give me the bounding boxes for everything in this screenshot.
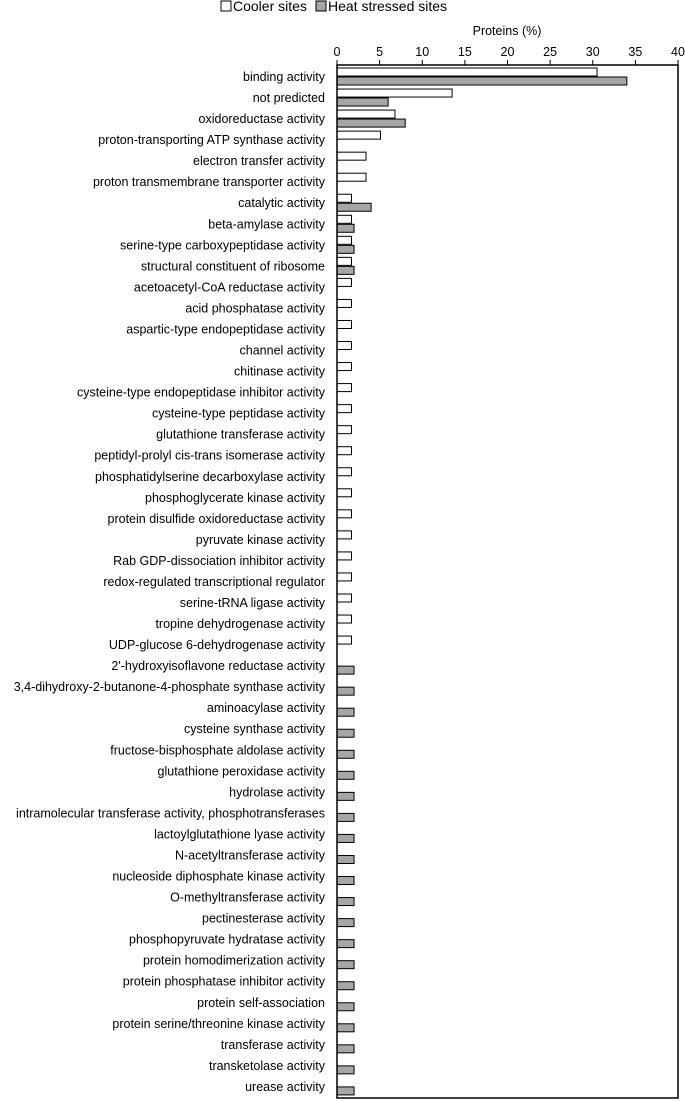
category-label: structural constituent of ribosome	[140, 259, 325, 274]
bar-heat-stressed-sites	[337, 834, 354, 842]
legend-swatch-heat-stressed-sites	[316, 1, 326, 11]
category-label: protein self-association	[197, 995, 325, 1010]
category-label: proton transmembrane transporter activity	[92, 175, 325, 190]
x-tick-label: 25	[543, 45, 558, 59]
category-label: phosphatidylserine decarboxylase activity	[95, 469, 325, 484]
category-labels	[14, 70, 326, 1094]
bar-heat-stressed-sites	[337, 708, 354, 716]
category-label: pyruvate kinase activity	[195, 532, 325, 547]
category-label: aminoacylase activity	[206, 701, 325, 716]
bar-cooler-sites	[337, 194, 351, 202]
x-tick-label: 30	[585, 45, 600, 59]
bar-cooler-sites	[337, 489, 351, 497]
x-axis-ticks	[334, 45, 685, 65]
bar-cooler-sites	[337, 215, 351, 223]
category-label: phosphoglycerate kinase activity	[145, 490, 325, 505]
legend	[221, 0, 447, 14]
category-label: aspartic-type endopeptidase activity	[126, 322, 325, 337]
bar-cooler-sites	[337, 426, 351, 434]
bar-heat-stressed-sites	[337, 224, 354, 232]
bar-cooler-sites	[337, 68, 597, 76]
category-label: not predicted	[252, 91, 325, 106]
category-label: 2'-hydroxyisoflavone reductase activity	[111, 659, 325, 674]
category-label: protein serine/threonine kinase activity	[112, 1016, 325, 1031]
bar-heat-stressed-sites	[337, 855, 354, 863]
bar-heat-stressed-sites	[337, 1003, 354, 1011]
x-tick-label: 0	[333, 45, 341, 59]
category-label: oxidoreductase activity	[198, 112, 325, 127]
bar-cooler-sites	[337, 552, 351, 560]
bar-heat-stressed-sites	[337, 919, 354, 927]
category-label: peptidyl-prolyl cis-trans isomerase activity	[94, 448, 325, 463]
bar-heat-stressed-sites	[337, 940, 354, 948]
bar-cooler-sites	[337, 531, 351, 539]
category-label: serine-type carboxypeptidase activity	[120, 238, 325, 253]
bar-heat-stressed-sites	[337, 687, 354, 695]
category-label: redox-regulated transcriptional regulator	[103, 574, 325, 589]
bar-cooler-sites	[337, 278, 351, 286]
category-label: protein phosphatase inhibitor activity	[122, 974, 325, 989]
category-label: cysteine-type peptidase activity	[151, 406, 325, 421]
category-label: urease activity	[245, 1079, 325, 1094]
category-label: lactoylglutathione lyase activity	[154, 827, 325, 842]
bar-cooler-sites	[337, 363, 351, 371]
legend-swatch-cooler-sites	[221, 1, 231, 11]
bar-cooler-sites	[337, 468, 351, 476]
category-label: UDP-glucose 6-dehydrogenase activity	[108, 638, 325, 653]
x-axis-title: Proteins (%)	[472, 24, 542, 38]
category-label: proton-transporting ATP synthase activity	[98, 133, 325, 148]
bar-heat-stressed-sites	[337, 961, 354, 969]
category-label: channel activity	[239, 343, 325, 358]
bar-heat-stressed-sites	[337, 245, 354, 253]
bar-cooler-sites	[337, 236, 351, 244]
category-label: serine-tRNA ligase activity	[179, 596, 325, 610]
bar-cooler-sites	[337, 89, 452, 97]
bar-heat-stressed-sites	[337, 750, 354, 758]
x-tick-label: 15	[457, 45, 472, 59]
category-label: protein homodimerization activity	[142, 953, 325, 968]
bar-heat-stressed-sites	[337, 813, 354, 821]
bar-heat-stressed-sites	[337, 98, 388, 106]
bar-heat-stressed-sites	[337, 666, 354, 674]
x-tick-label: 5	[376, 45, 384, 59]
bar-cooler-sites	[337, 594, 351, 602]
bar-cooler-sites	[337, 152, 366, 160]
bar-heat-stressed-sites	[337, 203, 371, 211]
category-label: transketolase activity	[208, 1058, 325, 1073]
category-label: catalytic activity	[238, 196, 325, 211]
bar-cooler-sites	[337, 110, 395, 118]
category-label: acid phosphatase activity	[185, 301, 325, 316]
category-label: protein disulfide oxidoreductase activity	[107, 511, 325, 526]
bar-heat-stressed-sites	[337, 877, 354, 885]
x-tick-label: 20	[500, 45, 515, 59]
category-label: phosphopyruvate hydratase activity	[129, 932, 325, 947]
category-label: electron transfer activity	[193, 154, 325, 169]
category-label: intramolecular transferase activity, phosphotransferases	[16, 806, 325, 821]
category-label: 3,4-dihydroxy-2-butanone-4-phosphate synthase activity	[13, 680, 325, 695]
bar-heat-stressed-sites	[337, 771, 354, 779]
bars	[337, 68, 627, 1095]
bar-heat-stressed-sites	[337, 266, 354, 274]
category-label: fructose-bisphosphate aldolase activity	[110, 743, 325, 758]
bar-heat-stressed-sites	[337, 1024, 354, 1032]
bar-heat-stressed-sites	[337, 1066, 354, 1074]
bar-cooler-sites	[337, 447, 351, 455]
bar-heat-stressed-sites	[337, 982, 354, 990]
category-label: O-methyltransferase activity	[170, 890, 325, 905]
bar-cooler-sites	[337, 173, 366, 181]
category-label: Rab GDP-dissociation inhibitor activity	[113, 553, 325, 568]
legend-label-heat-stressed-sites: Heat stressed sites	[328, 0, 448, 14]
bar-cooler-sites	[337, 510, 351, 518]
category-label: hydrolase activity	[229, 785, 325, 800]
category-label: chitinase activity	[233, 364, 325, 379]
bar-cooler-sites	[337, 573, 351, 581]
category-label: binding activity	[243, 70, 325, 84]
bar-heat-stressed-sites	[337, 898, 354, 906]
bar-heat-stressed-sites	[337, 119, 405, 127]
category-label: glutathione transferase activity	[156, 427, 325, 442]
category-label: tropine dehydrogenase activity	[155, 617, 325, 632]
bar-cooler-sites	[337, 257, 351, 265]
legend-label-cooler-sites: Cooler sites	[233, 0, 307, 14]
bar-heat-stressed-sites	[337, 1087, 354, 1095]
bar-cooler-sites	[337, 615, 351, 623]
x-tick-label: 35	[628, 45, 643, 59]
category-label: beta-amylase activity	[208, 217, 325, 232]
category-label: cysteine synthase activity	[183, 722, 325, 737]
bar-cooler-sites	[337, 384, 351, 392]
x-tick-label: 40	[671, 45, 685, 59]
bar-cooler-sites	[337, 342, 351, 350]
bar-cooler-sites	[337, 299, 351, 307]
category-label: N-acetyltransferase activity	[174, 848, 325, 863]
category-label: transferase activity	[220, 1037, 325, 1052]
bar-cooler-sites	[337, 636, 351, 644]
plot-area	[337, 65, 678, 1098]
category-label: cysteine-type endopeptidase inhibitor activity	[76, 385, 325, 400]
category-label: nucleoside diphosphate kinase activity	[112, 869, 325, 884]
category-label: pectinesterase activity	[202, 911, 325, 926]
x-tick-label: 10	[415, 45, 430, 59]
bar-heat-stressed-sites	[337, 77, 627, 85]
category-label: acetoacetyl-CoA reductase activity	[133, 280, 325, 295]
bar-cooler-sites	[337, 320, 351, 328]
category-label: glutathione peroxidase activity	[157, 764, 325, 779]
bar-cooler-sites	[337, 405, 351, 413]
bar-heat-stressed-sites	[337, 792, 354, 800]
bar-cooler-sites	[337, 131, 380, 139]
bar-heat-stressed-sites	[337, 1045, 354, 1053]
bar-heat-stressed-sites	[337, 729, 354, 737]
